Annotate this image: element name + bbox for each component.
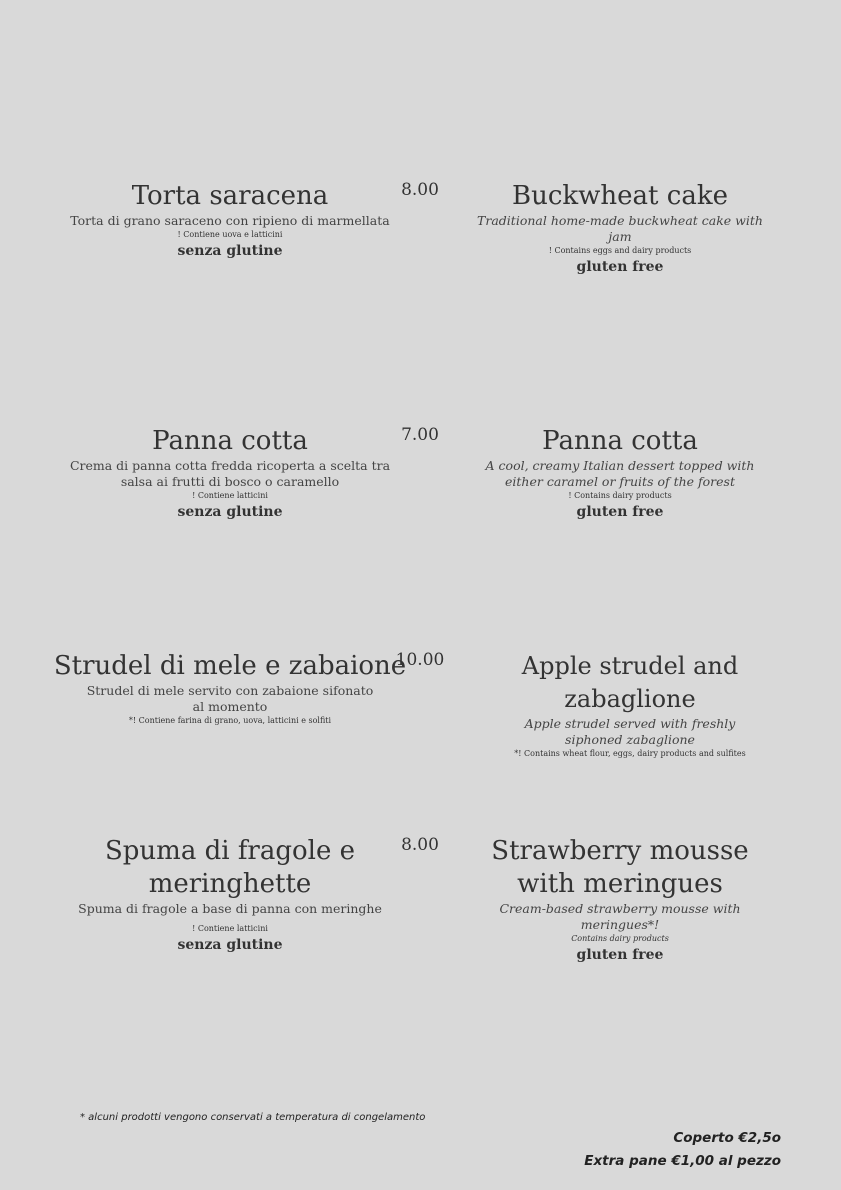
gluten-free-label: senza glutine xyxy=(177,504,283,520)
item-title: Apple strudel and zabaglione xyxy=(521,652,739,713)
item-description: Crema di panna cotta fredda ricoperta a scelta tra salsa ai frutti di bosco o caramello xyxy=(69,458,391,489)
menu-item-it xyxy=(78,835,382,954)
item-title: Panna cotta xyxy=(152,426,308,456)
allergen-note: *! Contiene farina di grano, uova, latticini e solfiti xyxy=(128,716,332,725)
gluten-free-label: gluten free xyxy=(576,504,664,520)
item-description: Spuma di fragole a base di panna con meringhe xyxy=(78,901,382,916)
item-title: Panna cotta xyxy=(542,426,698,456)
item-price: 8.00 xyxy=(401,180,439,200)
menu-item-en xyxy=(480,835,760,964)
allergen-note: ! Contiene uova e latticini xyxy=(177,230,283,239)
allergen-note: *! Contains wheat flour, eggs, dairy products and sulfites xyxy=(514,749,746,758)
item-description: Torta di grano saraceno con ripieno di marmellata xyxy=(70,213,390,228)
menu-item-en xyxy=(470,180,770,276)
cover-charge: Coperto €2,5o xyxy=(673,1130,781,1146)
item-description: Cream-based strawberry mousse with meringues*! xyxy=(499,901,741,932)
extra-bread-charge: Extra pane €1,00 al pezzo xyxy=(584,1153,781,1169)
allergen-note: ! Contains dairy products xyxy=(568,491,672,500)
item-title: Torta saracena xyxy=(131,181,329,211)
item-title: Strudel di mele e zabaione xyxy=(53,651,407,681)
gluten-free-label: senza glutine xyxy=(177,243,283,259)
menu-item-it xyxy=(45,650,415,726)
allergen-note: Contains dairy products xyxy=(571,934,669,943)
allergen-note: ! Contains eggs and dairy products xyxy=(548,246,692,255)
menu-item-it xyxy=(55,425,405,521)
freezing-footnote: * alcuni prodotti vengono conservati a temperatura di congelamento xyxy=(80,1112,426,1123)
menu-item-en xyxy=(470,425,770,521)
allergen-note: ! Contiene latticini xyxy=(192,491,268,500)
gluten-free-label: gluten free xyxy=(576,947,664,963)
item-description: Apple strudel served with freshly siphoned zabaglione xyxy=(524,716,736,747)
gluten-free-label: gluten free xyxy=(576,259,664,275)
allergen-note: ! Contiene latticini xyxy=(192,924,268,933)
menu-item-it xyxy=(55,180,405,260)
item-title: Strawberry mousse with meringues xyxy=(491,836,749,899)
item-title: Spuma di fragole e meringhette xyxy=(104,836,356,899)
item-price: 10.00 xyxy=(395,650,445,670)
item-description: A cool, creamy Italian dessert topped with either caramel or fruits of the forest xyxy=(485,458,755,489)
menu-item-en xyxy=(470,650,790,759)
item-title: Buckwheat cake xyxy=(512,181,728,211)
gluten-free-label: senza glutine xyxy=(177,937,283,953)
item-description: Traditional home-made buckwheat cake with jam xyxy=(477,213,763,244)
item-description: Strudel di mele servito con zabaione sifonato al momento xyxy=(86,683,374,714)
item-price: 7.00 xyxy=(401,425,439,445)
item-price: 8.00 xyxy=(401,835,439,855)
